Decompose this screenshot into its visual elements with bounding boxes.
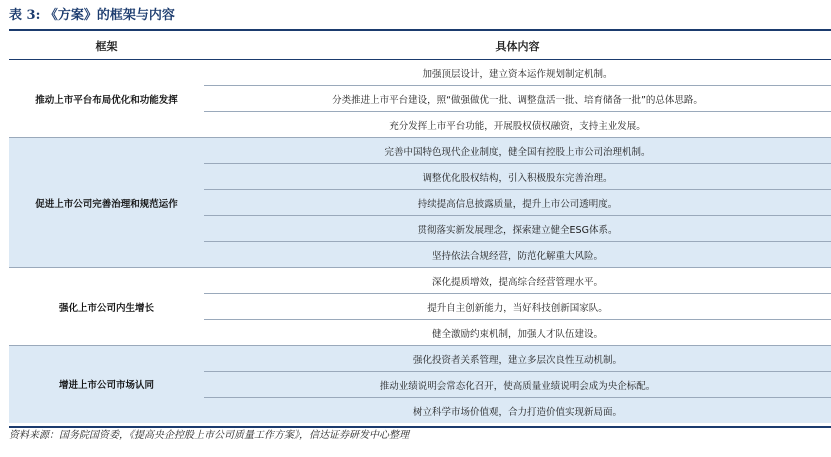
framework-cell: 促进上市公司完善治理和规范运作 bbox=[9, 138, 204, 268]
content-cell: 强化投资者关系管理，建立多层次良性互动机制。 bbox=[204, 346, 831, 372]
header-row bbox=[9, 32, 831, 60]
header-framework: 框架 bbox=[9, 32, 204, 60]
content-cell: 完善中国特色现代企业制度，健全国有控股上市公司治理机制。 bbox=[204, 138, 831, 164]
framework-cell: 强化上市公司内生增长 bbox=[9, 268, 204, 346]
source-note: 资料来源：国务院国资委，《提高央企控股上市公司质量工作方案》，信达证券研发中心整理 bbox=[9, 430, 409, 441]
content-cell: 充分发挥上市平台功能，开展股权债权融资，支持主业发展。 bbox=[204, 112, 831, 138]
content-cell: 调整优化股权结构，引入积极股东完善治理。 bbox=[204, 164, 831, 190]
header-content: 具体内容 bbox=[204, 32, 831, 60]
framework-table bbox=[9, 32, 831, 424]
table-row bbox=[9, 268, 831, 294]
content-cell: 深化提质增效，提高综合经营管理水平。 bbox=[204, 268, 831, 294]
content-cell: 贯彻落实新发展理念，探索建立健全ESG体系。 bbox=[204, 216, 831, 242]
content-cell: 健全激励约束机制，加强人才队伍建设。 bbox=[204, 320, 831, 346]
content-cell: 推动业绩说明会常态化召开，使高质量业绩说明会成为央企标配。 bbox=[204, 372, 831, 398]
table-row bbox=[9, 138, 831, 164]
framework-cell: 推动上市平台布局优化和功能发挥 bbox=[9, 60, 204, 138]
content-cell: 加强顶层设计，建立资本运作规划制定机制。 bbox=[204, 60, 831, 86]
table-row bbox=[9, 346, 831, 372]
content-cell: 分类推进上市平台建设，照“做强做优一批、调整盘活一批、培育储备一批”的总体思路。 bbox=[204, 86, 831, 112]
content-cell: 持续提高信息披露质量，提升上市公司透明度。 bbox=[204, 190, 831, 216]
content-cell: 坚持依法合规经营，防范化解重大风险。 bbox=[204, 242, 831, 268]
content-cell: 提升自主创新能力，当好科技创新国家队。 bbox=[204, 294, 831, 320]
table-caption: 表 3: 《方案》的框架与内容 bbox=[9, 8, 175, 23]
table-row bbox=[9, 60, 831, 86]
content-cell: 树立科学市场价值观，合力打造价值实现新局面。 bbox=[204, 398, 831, 424]
framework-cell: 增进上市公司市场认同 bbox=[9, 346, 204, 424]
top-rule bbox=[9, 29, 831, 31]
